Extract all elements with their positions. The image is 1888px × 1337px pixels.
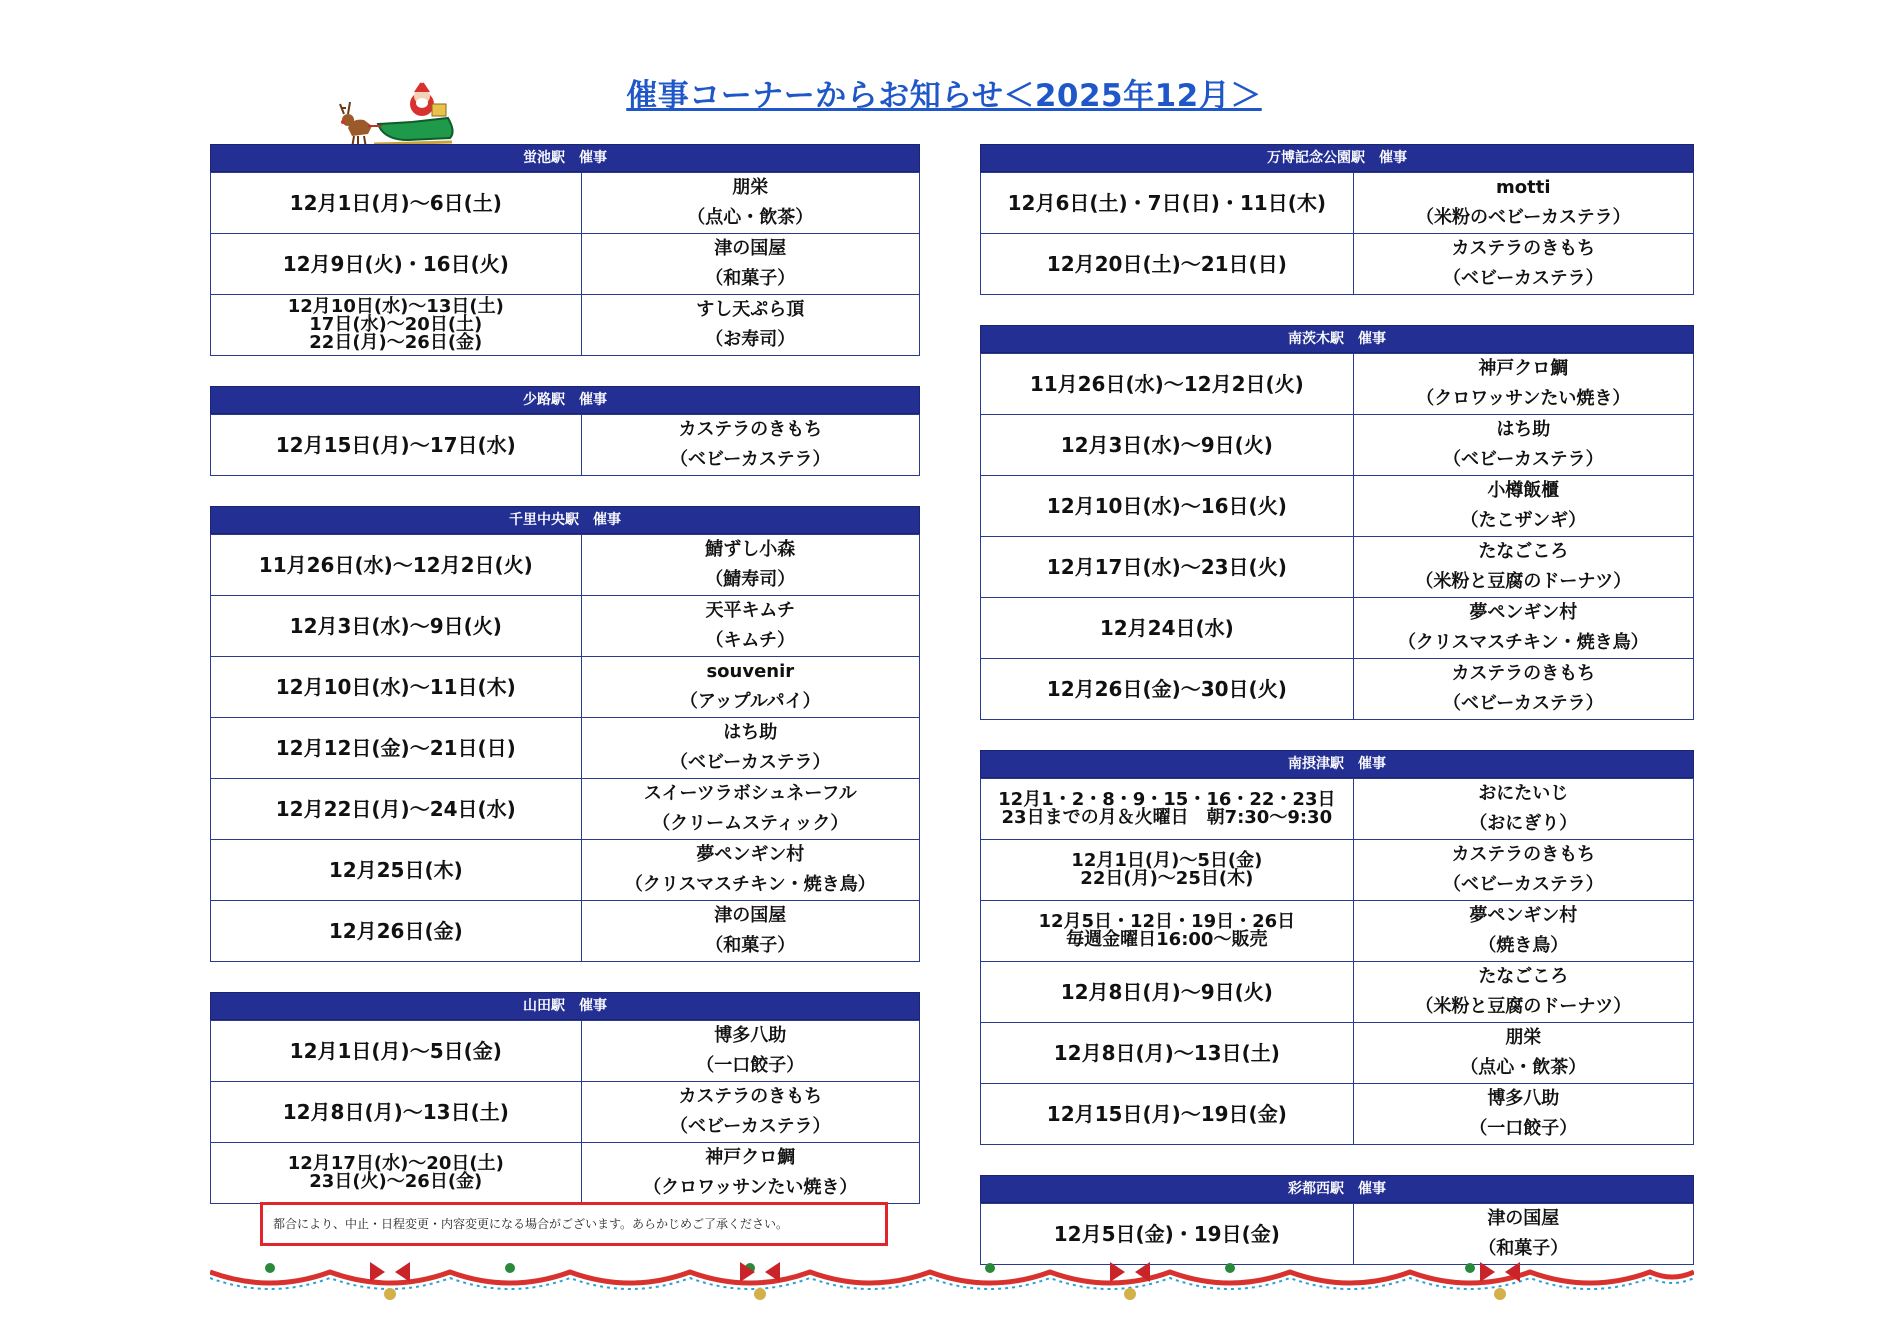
- shop-name: 夢ペンギン村: [1469, 905, 1578, 926]
- event-dates: [211, 840, 582, 901]
- shop-name: 津の国屋: [714, 238, 787, 259]
- event-date-line: 12月26日(金): [328, 919, 463, 943]
- event-dates: [211, 779, 582, 840]
- event-shop: [1353, 901, 1693, 962]
- station-header: 万博記念公園駅 催事: [980, 144, 1694, 172]
- event-date-line: 12月8日(月)～9日(火): [1060, 980, 1273, 1004]
- shop-name: 神戸クロ鯛: [705, 1147, 796, 1168]
- event-row: [981, 537, 1694, 598]
- shop-product: （和菓子）: [705, 268, 796, 289]
- event-row: [981, 234, 1694, 295]
- shop-product: （和菓子）: [705, 935, 796, 956]
- shop-name: たなごころ: [1478, 966, 1569, 987]
- shop-name: カステラのきもち: [1451, 238, 1596, 259]
- event-row: [981, 476, 1694, 537]
- event-dates: [211, 295, 582, 356]
- event-date-line: 23日(火)～26日(金): [309, 1171, 483, 1192]
- shop-product: （ベビーカステラ）: [670, 1116, 831, 1137]
- event-row: [211, 234, 920, 295]
- event-date-line: 12月22日(月)～24日(水): [275, 797, 516, 821]
- event-row: [211, 657, 920, 718]
- shop-name: カステラのきもち: [1451, 844, 1596, 865]
- event-dates: [981, 1084, 1354, 1145]
- event-shop: [1353, 840, 1693, 901]
- shop-product: （米粉のベビーカステラ）: [1416, 207, 1631, 228]
- event-dates: [981, 840, 1354, 901]
- event-shop: [581, 234, 919, 295]
- event-date-line: 12月5日(金)・19日(金): [1053, 1222, 1280, 1246]
- shop-product: （クリスマスチキン・焼き鳥）: [1397, 632, 1649, 653]
- shop-product: （クリームスティック）: [652, 813, 849, 834]
- event-table: [210, 1020, 920, 1204]
- event-date-line: 12月15日(月)～17日(水): [275, 433, 516, 457]
- shop-product: （米粉と豆腐のドーナツ）: [1415, 571, 1632, 592]
- event-dates: [981, 1204, 1354, 1265]
- event-shop: [581, 1143, 919, 1204]
- shop-product: （キムチ）: [705, 630, 796, 651]
- event-shop: [1353, 659, 1693, 720]
- shop-product: （鯖寿司）: [705, 569, 796, 590]
- event-date-note: 23日までの月＆火曜日 朝7:30～9:30: [1001, 807, 1333, 828]
- event-shop: [1353, 1023, 1693, 1084]
- station-header: 少路駅 催事: [210, 386, 920, 414]
- event-date-line: 12月15日(月)～19日(金): [1046, 1102, 1287, 1126]
- event-date-line: 12月1日(月)～5日(金): [289, 1039, 502, 1063]
- event-date-line: 22日(月)～26日(金): [309, 332, 483, 353]
- event-dates: [981, 779, 1354, 840]
- event-date-line: 12月1日(月)～6日(土): [289, 191, 502, 215]
- event-dates: [211, 1143, 582, 1204]
- event-shop: [581, 718, 919, 779]
- event-dates: [981, 962, 1354, 1023]
- event-date-line: 12月1日(月)～5日(金): [1071, 850, 1263, 871]
- event-shop: [581, 779, 919, 840]
- shop-product: （焼き鳥）: [1478, 935, 1569, 956]
- event-date-line: 12月17日(水)～23日(火): [1046, 555, 1287, 579]
- event-date-line: 12月12日(金)～21日(日): [275, 736, 516, 760]
- event-dates: [211, 596, 582, 657]
- shop-product: （ベビーカステラ）: [1443, 693, 1604, 714]
- station-section: [210, 506, 920, 962]
- shop-product: （クロワッサンたい焼き）: [1416, 388, 1631, 409]
- event-shop: [581, 1082, 919, 1143]
- shop-name: 夢ペンギン村: [1469, 602, 1578, 623]
- event-row: [981, 354, 1694, 415]
- event-shop: [581, 415, 919, 476]
- event-shop: [1353, 234, 1693, 295]
- event-row: [211, 295, 920, 356]
- event-shop: [581, 173, 919, 234]
- event-dates: [211, 1021, 582, 1082]
- event-dates: [981, 901, 1354, 962]
- shop-product: （米粉と豆腐のドーナツ）: [1415, 996, 1632, 1017]
- event-date-line: 12月3日(水)～9日(火): [1060, 433, 1273, 457]
- event-row: [211, 596, 920, 657]
- shop-name: 天平キムチ: [705, 600, 796, 621]
- shop-name: カステラのきもち: [678, 419, 823, 440]
- event-row: [981, 779, 1694, 840]
- event-date-line: 12月25日(木): [328, 858, 463, 882]
- event-dates: [211, 657, 582, 718]
- event-table: [980, 353, 1694, 720]
- event-date-line: 12月1・2・8・9・15・16・22・23日: [998, 789, 1336, 810]
- event-date-line: 22日(月)～25日(木): [1080, 868, 1254, 889]
- event-row: [981, 962, 1694, 1023]
- event-date-line: 12月3日(水)～9日(火): [289, 614, 502, 638]
- event-shop: [581, 901, 919, 962]
- event-shop: [1353, 537, 1693, 598]
- shop-name: 鯖ずし小森: [705, 539, 796, 560]
- shop-name: 博多八助: [1487, 1088, 1560, 1109]
- shop-name: 津の国屋: [714, 905, 787, 926]
- shop-name: motti: [1496, 177, 1551, 198]
- event-row: [211, 901, 920, 962]
- event-row: [211, 415, 920, 476]
- shop-product: （クロワッサンたい焼き）: [643, 1177, 858, 1198]
- event-dates: [981, 415, 1354, 476]
- station-section: [980, 144, 1694, 295]
- event-date-line: 12月24日(水): [1099, 616, 1234, 640]
- event-date-line: 毎週金曜日16:00～販売: [1066, 929, 1268, 950]
- event-date-line: 12月17日(水)～20日(土): [287, 1153, 504, 1174]
- event-row: [981, 840, 1694, 901]
- event-row: [981, 598, 1694, 659]
- christmas-garland-icon: [210, 1258, 1694, 1306]
- event-dates: [981, 476, 1354, 537]
- event-date-line: 11月26日(水)～12月2日(火): [1029, 372, 1304, 396]
- event-dates: [981, 659, 1354, 720]
- event-date-line: 12月10日(水)～16日(火): [1046, 494, 1287, 518]
- event-date-line: 12月10日(水)～13日(土): [287, 296, 504, 317]
- station-section: [980, 325, 1694, 720]
- event-date-line: 12月20日(土)～21日(日): [1046, 252, 1287, 276]
- event-dates: [981, 537, 1354, 598]
- event-date-line: 17日(水)～20日(土): [309, 314, 483, 335]
- event-table: [980, 778, 1694, 1145]
- station-header: 千里中央駅 催事: [210, 506, 920, 534]
- shop-product: （和菓子）: [1478, 1238, 1569, 1259]
- shop-name: 朋栄: [1505, 1027, 1542, 1048]
- event-table: [210, 414, 920, 476]
- shop-product: （クリスマスチキン・焼き鳥）: [624, 874, 876, 895]
- shop-name: カステラのきもち: [678, 1086, 823, 1107]
- event-date-line: 12月10日(水)～11日(木): [275, 675, 516, 699]
- event-dates: [211, 234, 582, 295]
- station-header: 南茨木駅 催事: [980, 325, 1694, 353]
- event-dates: [981, 354, 1354, 415]
- event-row: [211, 718, 920, 779]
- station-section: [210, 386, 920, 476]
- event-date-line: 12月9日(火)・16日(火): [282, 252, 509, 276]
- shop-name: 博多八助: [714, 1025, 787, 1046]
- shop-product: （おにぎり）: [1469, 813, 1578, 834]
- event-date-line: 12月5日・12日・19日・26日: [1038, 911, 1296, 932]
- shop-product: （アップルパイ）: [679, 691, 821, 712]
- shop-name: はち助: [1496, 419, 1551, 440]
- shop-product: （ベビーカステラ）: [1443, 874, 1604, 895]
- event-date-line: 11月26日(水)～12月2日(火): [258, 553, 533, 577]
- shop-product: （ベビーカステラ）: [670, 752, 831, 773]
- left-column: [210, 144, 920, 1234]
- shop-name: 神戸クロ鯛: [1478, 358, 1569, 379]
- event-row: [981, 1204, 1694, 1265]
- event-shop: [1353, 354, 1693, 415]
- event-shop: [1353, 476, 1693, 537]
- event-date-line: 12月8日(月)～13日(土): [282, 1100, 509, 1124]
- event-row: [211, 1021, 920, 1082]
- event-dates: [211, 173, 582, 234]
- shop-name: はち助: [723, 722, 778, 743]
- event-shop: [1353, 1204, 1693, 1265]
- shop-name: 朋栄: [732, 177, 769, 198]
- shop-name: たなごころ: [1478, 541, 1569, 562]
- shop-product: （ベビーカステラ）: [670, 449, 831, 470]
- shop-name: おにたいじ: [1478, 783, 1569, 804]
- event-table: [980, 1203, 1694, 1265]
- event-date-line: 12月6日(土)・7日(日)・11日(木): [1007, 191, 1326, 215]
- event-shop: [1353, 598, 1693, 659]
- event-dates: [211, 718, 582, 779]
- shop-product: （たこザンギ）: [1460, 510, 1587, 531]
- station-header: 山田駅 催事: [210, 992, 920, 1020]
- shop-product: （点心・飲茶）: [687, 207, 814, 228]
- shop-name: 小樽飯櫃: [1487, 480, 1560, 501]
- event-row: [211, 1143, 920, 1204]
- shop-product: （点心・飲茶）: [1460, 1057, 1587, 1078]
- shop-product: （一口餃子）: [1469, 1118, 1578, 1139]
- event-table: [210, 172, 920, 356]
- event-dates: [211, 535, 582, 596]
- event-table: [980, 172, 1694, 295]
- event-row: [211, 1082, 920, 1143]
- event-row: [211, 840, 920, 901]
- station-header: 彩都西駅 催事: [980, 1175, 1694, 1203]
- event-shop: [581, 840, 919, 901]
- shop-name: すし天ぷら頂: [696, 299, 805, 320]
- event-dates: [981, 173, 1354, 234]
- event-dates: [211, 1082, 582, 1143]
- event-date-line: 12月8日(月)～13日(土): [1053, 1041, 1280, 1065]
- shop-product: （ベビーカステラ）: [1443, 449, 1604, 470]
- page-title: 催事コーナーからお知らせ＜2025年12月＞: [626, 78, 1262, 114]
- event-dates: [981, 598, 1354, 659]
- event-row: [981, 173, 1694, 234]
- event-shop: [581, 295, 919, 356]
- shop-product: （ベビーカステラ）: [1443, 268, 1604, 289]
- event-shop: [1353, 779, 1693, 840]
- event-shop: [581, 657, 919, 718]
- event-row: [981, 659, 1694, 720]
- event-shop: [1353, 415, 1693, 476]
- event-row: [211, 779, 920, 840]
- shop-product: （お寿司）: [705, 329, 796, 350]
- event-shop: [1353, 173, 1693, 234]
- event-row: [981, 901, 1694, 962]
- event-row: [211, 535, 920, 596]
- shop-name: スイーツラボシュネーフル: [643, 783, 857, 804]
- shop-name: souvenir: [706, 661, 795, 682]
- event-dates: [211, 415, 582, 476]
- shop-product: （一口餃子）: [696, 1055, 805, 1076]
- event-date-line: 12月26日(金)～30日(火): [1046, 677, 1287, 701]
- shop-name: 夢ペンギン村: [696, 844, 805, 865]
- station-section: [210, 144, 920, 356]
- station-section: [210, 992, 920, 1204]
- event-shop: [1353, 1084, 1693, 1145]
- right-column: [980, 144, 1694, 1295]
- event-row: [981, 1023, 1694, 1084]
- event-table: [210, 534, 920, 962]
- event-shop: [581, 535, 919, 596]
- event-shop: [1353, 962, 1693, 1023]
- station-section: [980, 1175, 1694, 1265]
- notice-box: 都合により、中止・日程変更・内容変更になる場合がございます。あらかじめご了承ください。: [260, 1202, 888, 1246]
- station-section: [980, 750, 1694, 1145]
- shop-name: 津の国屋: [1487, 1208, 1560, 1229]
- event-row: [211, 173, 920, 234]
- event-row: [981, 415, 1694, 476]
- station-header: 南摂津駅 催事: [980, 750, 1694, 778]
- shop-name: カステラのきもち: [1451, 663, 1596, 684]
- event-shop: [581, 1021, 919, 1082]
- event-shop: [581, 596, 919, 657]
- event-dates: [211, 901, 582, 962]
- event-dates: [981, 1023, 1354, 1084]
- station-header: 蛍池駅 催事: [210, 144, 920, 172]
- event-dates: [981, 234, 1354, 295]
- event-row: [981, 1084, 1694, 1145]
